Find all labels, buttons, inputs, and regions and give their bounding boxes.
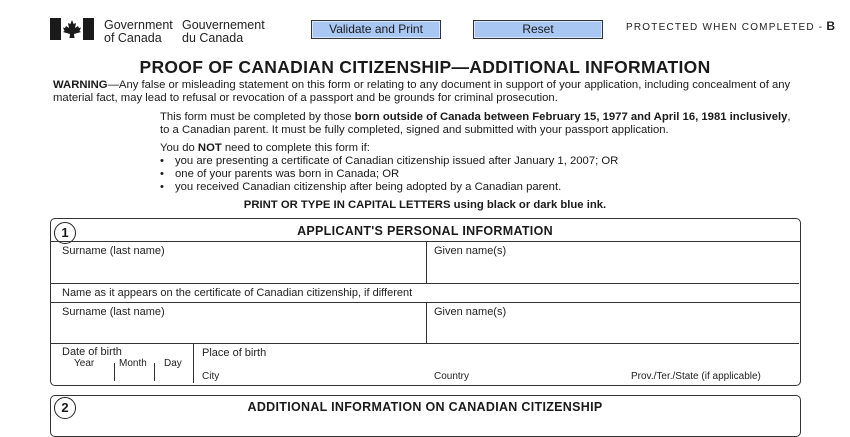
- reset-button[interactable]: Reset: [473, 20, 603, 39]
- protected-label: PROTECTED WHEN COMPLETED -: [626, 22, 824, 33]
- bullet-text: you are presenting a certificate of Canadian citizenship issued after January 1, 2007; OR: [175, 155, 619, 167]
- exemption-bullet-2: [160, 168, 399, 181]
- surname-2-label: Surname (last name): [62, 306, 165, 318]
- government-of-canada-en: [104, 19, 173, 45]
- warning-text: —Any false or misleading statement on this form or relating to any document in support of your application, including concealment of any material fact, may lead to refusal or revocation of a passport and be grounds for criminal prosecution.: [53, 79, 791, 104]
- bullet-symbol: •: [160, 168, 164, 180]
- date-of-birth-label: Date of birth: [62, 346, 122, 358]
- bullet-symbol: •: [160, 181, 164, 193]
- bullet-text: one of your parents was born in Canada; OR: [175, 168, 400, 180]
- intro-post: , to a Canadian parent. It must be fully completed, signed and submitted with your passport application.: [160, 111, 791, 136]
- gov-en-line2: of Canada: [104, 31, 162, 45]
- intro-paragraph: [160, 111, 800, 137]
- intro-pre: This form must be completed by those: [160, 111, 355, 123]
- canada-flag-icon: [50, 18, 94, 40]
- not-pre: You do: [160, 142, 198, 154]
- given-names-label: Given name(s): [434, 245, 507, 257]
- section-1-number: 1: [54, 222, 76, 244]
- certificate-name-label: Name as it appears on the certificate of Canadian citizenship, if different: [62, 287, 413, 299]
- not-post: need to complete this form if:: [221, 142, 370, 154]
- certificate-surname-input[interactable]: [50, 302, 427, 344]
- intro-bold: born outside of Canada between February 15, 1977 and April 16, 1981 inclusively: [354, 111, 788, 123]
- year-label: Year: [74, 358, 95, 369]
- print-instruction: PRINT OR TYPE IN CAPITAL LETTERS using black or dark blue ink.: [243, 199, 607, 211]
- exemption-intro: [160, 142, 800, 155]
- date-of-birth-input[interactable]: [50, 343, 194, 383]
- section-1-heading: APPLICANT'S PERSONAL INFORMATION: [297, 224, 553, 238]
- certificate-given-names-input[interactable]: [427, 302, 799, 344]
- province-label: Prov./Ter./State (if applicable): [631, 371, 761, 382]
- gov-fr-line1: Gouvernement: [182, 18, 265, 32]
- exemption-bullet-1: [160, 155, 618, 168]
- place-of-birth-input[interactable]: [194, 343, 799, 383]
- given-names-2-label: Given name(s): [434, 306, 507, 318]
- warning-statement: [53, 79, 793, 105]
- section-2-heading: ADDITIONAL INFORMATION ON CANADIAN CITIZENSHIP: [247, 400, 603, 414]
- surname-label: Surname (last name): [62, 245, 165, 257]
- city-label: City: [202, 371, 220, 382]
- gov-fr-line2: du Canada: [182, 31, 244, 45]
- section-2-number: 2: [54, 397, 76, 419]
- surname-input[interactable]: [50, 241, 427, 284]
- given-names-input[interactable]: [427, 241, 799, 284]
- protected-banner: [626, 19, 835, 33]
- warning-label: WARNING: [53, 79, 108, 91]
- bullet-text: you received Canadian citizenship after being adopted by a Canadian parent.: [175, 181, 562, 193]
- bullet-symbol: •: [160, 155, 164, 167]
- gov-en-line1: Government: [104, 18, 173, 32]
- month-label: Month: [119, 358, 147, 369]
- country-label: Country: [434, 371, 470, 382]
- day-label: Day: [164, 358, 182, 369]
- not-bold: NOT: [197, 142, 222, 154]
- protected-level: B: [826, 19, 835, 33]
- validate-and-print-button[interactable]: Validate and Print: [311, 20, 441, 39]
- government-of-canada-fr: [182, 19, 265, 45]
- exemption-bullet-3: [160, 181, 561, 194]
- form-title: PROOF OF CANADIAN CITIZENSHIP—ADDITIONAL INFORMATION: [139, 57, 711, 77]
- place-of-birth-label: Place of birth: [202, 347, 267, 359]
